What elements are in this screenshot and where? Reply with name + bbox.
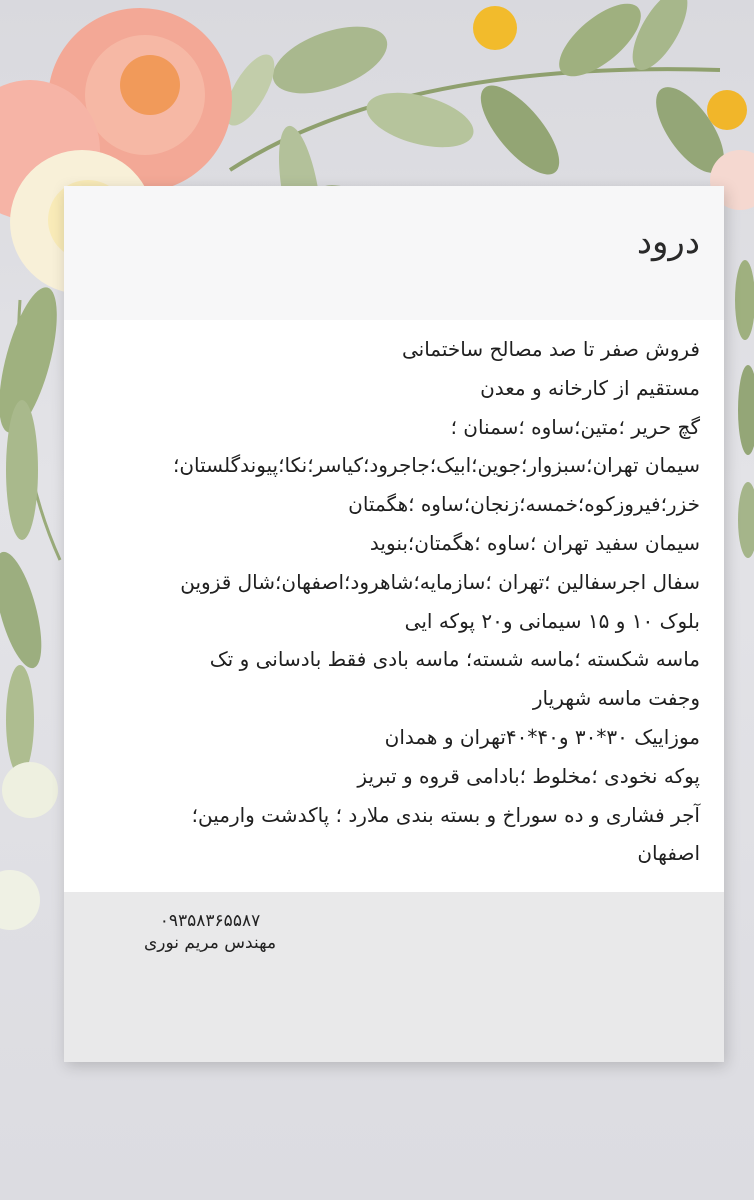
text-line: سفال اجرسفالین ؛تهران ؛سازمایه؛شاهرود؛اصفهان؛شال قزوین — [180, 569, 700, 594]
yellow-flower-icon — [473, 6, 517, 50]
text-line: فروش صفر تا صد مصالح ساختمانی — [401, 337, 700, 361]
text-line: اصفهان — [637, 841, 700, 866]
text-line: آجر فشاری و ده سوراخ و بسته بندی ملارد ؛ پاکدشت وارمین؛ — [191, 802, 700, 827]
text-line: بلوک ۱۰ و ۱۵ سیمانی و۲۰ پوکه ایی — [404, 608, 700, 633]
text-line: وجفت ماسه شهریار — [532, 686, 700, 711]
product-list — [80, 330, 700, 873]
text-line: خزر؛فیروزکوه؛خمسه؛زنجان؛ساوه ؛هگمتان — [348, 492, 700, 517]
text-line: گچ حریر ؛متین؛ساوه ؛سمنان ؛ — [450, 414, 700, 439]
contact-block — [120, 910, 300, 954]
text-line: پوکه نخودی ؛مخلوط ؛بادامی قروه و تبریز — [357, 763, 700, 788]
text-line: ماسه شکسته ؛ماسه شسته؛ ماسه بادی فقط بادسانی و تک — [209, 647, 700, 672]
leaf-icon — [264, 13, 396, 107]
phone-number[interactable]: ۰۹۳۵۸۳۶۵۵۸۷ — [159, 911, 261, 931]
greeting-heading: درود — [636, 222, 700, 262]
contact-name: مهندس مریم نوری — [143, 933, 277, 953]
text-line: سیمان تهران؛سبزوار؛جوین؛ابیک؛جاجرود؛کیاسر؛نکا؛پیوندگلستان؛ — [172, 453, 700, 478]
text-line: مستقیم از کارخانه و معدن — [480, 375, 700, 400]
text-line: موزاییک ۳۰*۳۰ و۴۰*۴۰تهران و همدان — [384, 724, 700, 749]
text-line: سیمان سفید تهران ؛ساوه ؛هگمتان؛بنوید — [369, 530, 700, 555]
